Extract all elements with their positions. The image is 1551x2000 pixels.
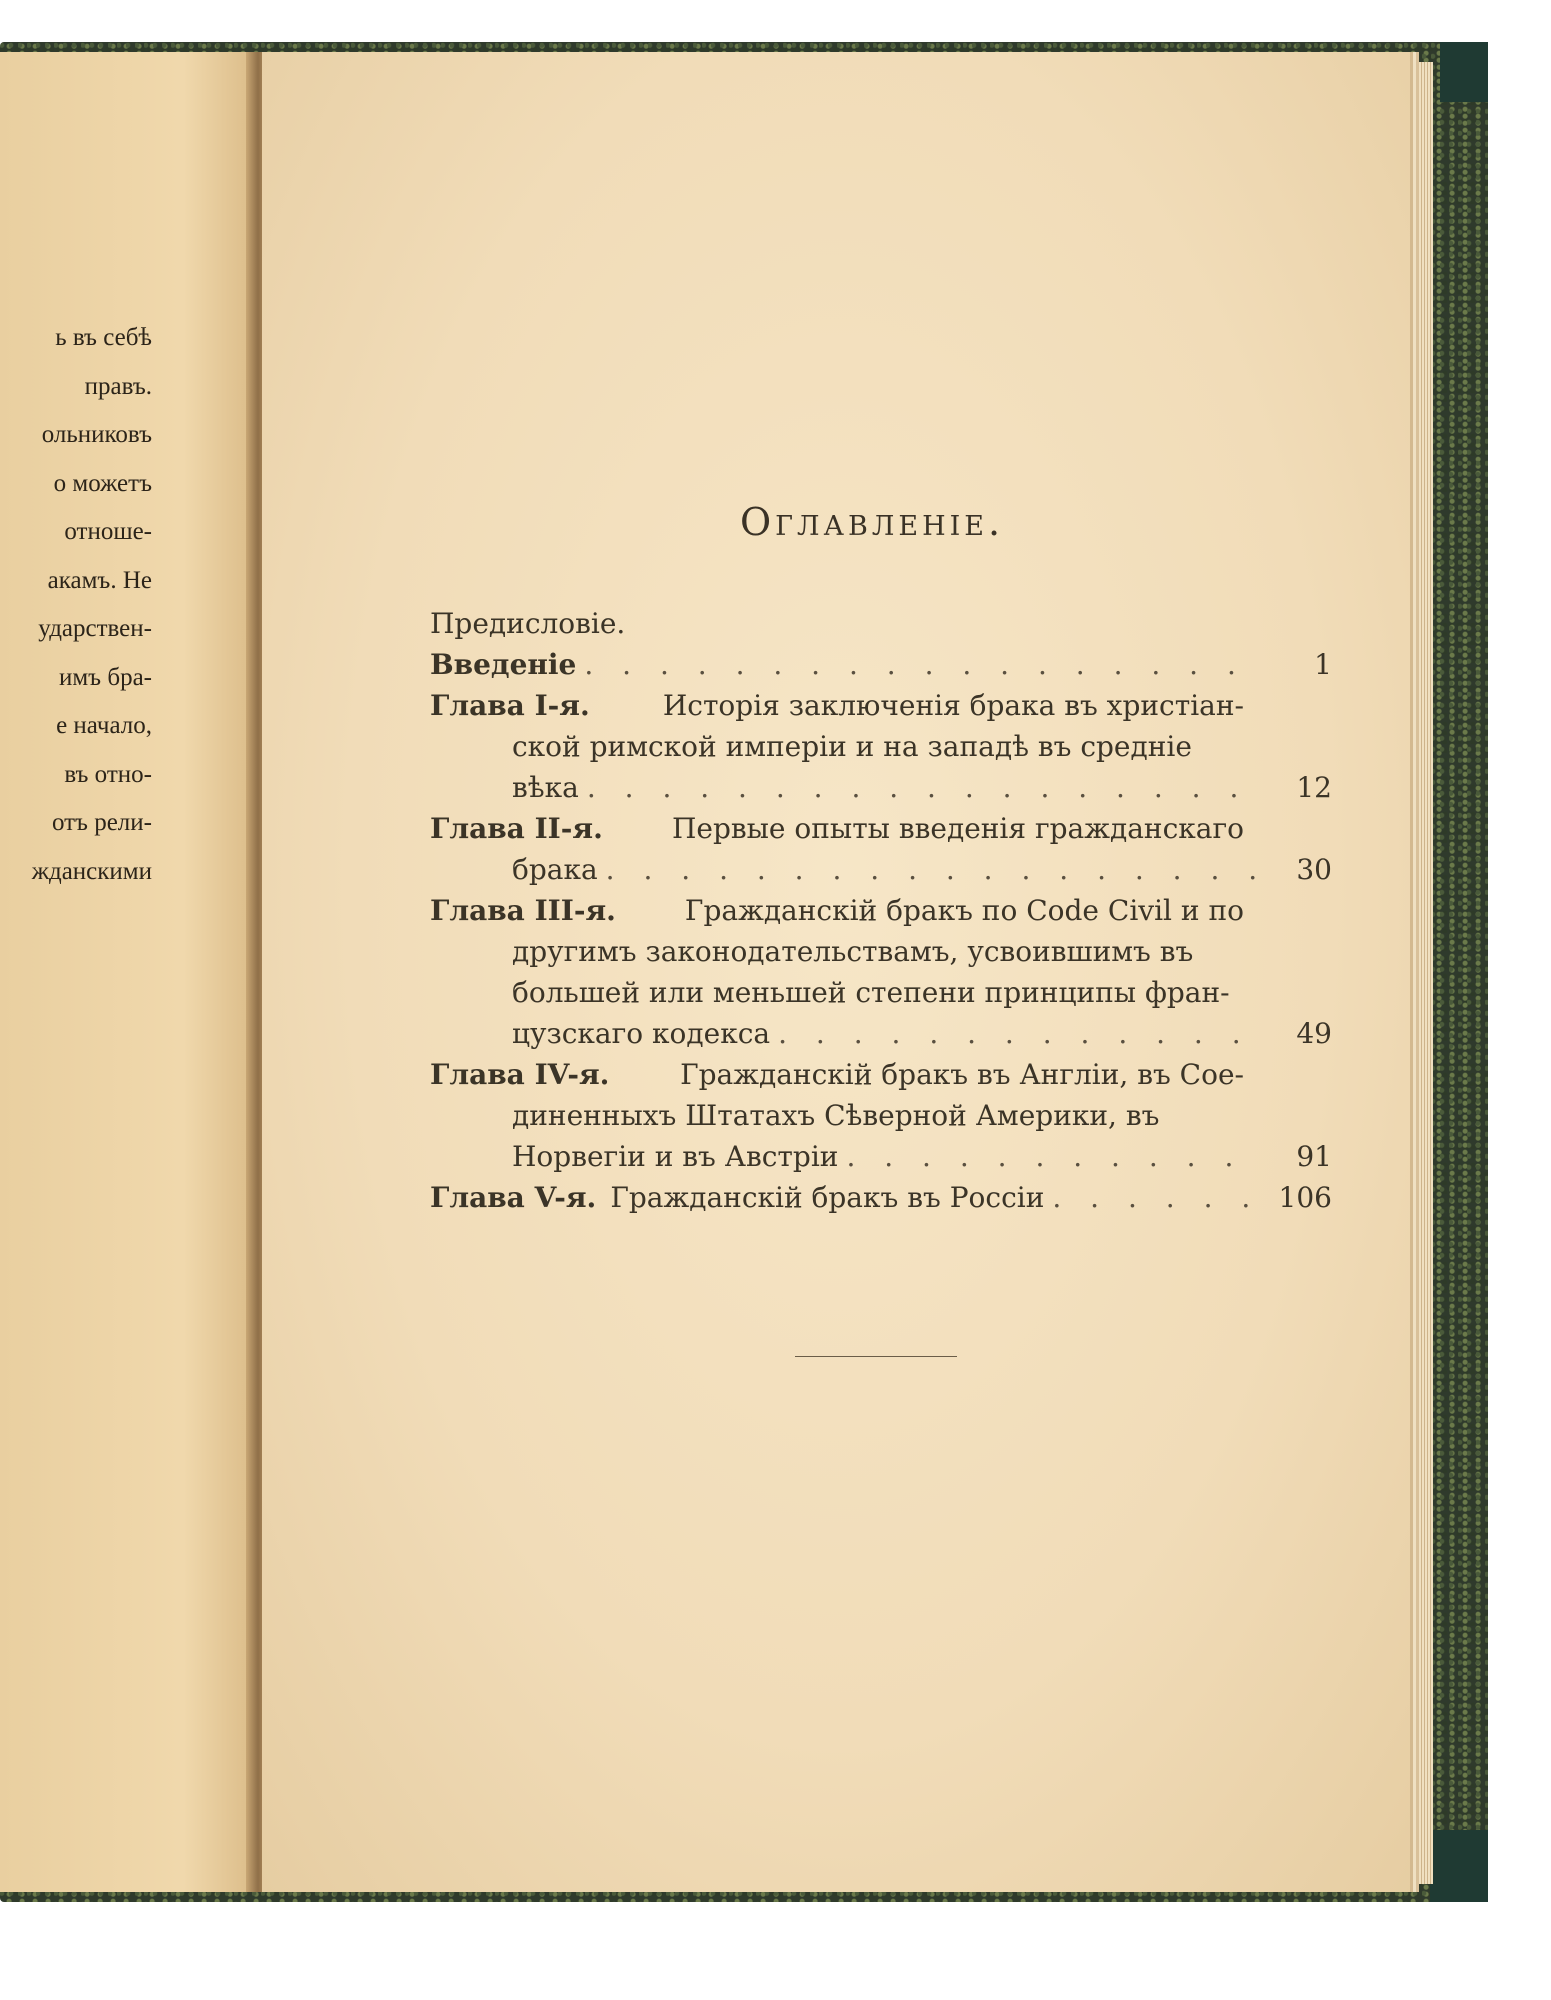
- toc-chapter-label: Глава I-я.: [430, 689, 590, 722]
- toc-chapter-label: Глава III-я.: [430, 894, 616, 927]
- left-line: отъ рели-: [51, 809, 152, 836]
- toc-chapter-text: Гражданскій бракъ въ Россіи: [610, 1181, 1045, 1214]
- toc-chapter-label: Глава II-я.: [430, 812, 603, 845]
- toc-chapter-text-line: большей или меньшей степени принципы фран-: [512, 976, 1230, 1009]
- toc-page-number: 106: [1278, 1181, 1332, 1214]
- toc-page-number: 91: [1296, 1140, 1332, 1173]
- toc-chapter-1: [430, 685, 1332, 726]
- toc-chapter-last-line: [430, 1136, 1332, 1177]
- left-page: [0, 52, 262, 1892]
- toc-chapter-text: Гражданскій бракъ по Code Civil и по: [684, 894, 1244, 927]
- toc-page-number: 1: [1314, 648, 1332, 681]
- toc-page-number: 30: [1296, 853, 1332, 886]
- toc-chapter-text-line: ской римской имперіи и на западѣ въ средніе: [512, 730, 1192, 763]
- toc-chapter-text: Гражданскій бракъ въ Англіи, въ Сое-: [680, 1058, 1244, 1091]
- dot-leader: [1052, 1177, 1264, 1218]
- left-page-text: [0, 314, 152, 896]
- left-line: о можетъ: [53, 469, 152, 497]
- toc-chapter-text: Первые опыты введенія гражданскаго: [671, 812, 1244, 845]
- cover-corner-top: [1440, 42, 1488, 102]
- toc-page-number: 49: [1296, 1017, 1332, 1050]
- toc-chapter-5: [430, 1177, 1332, 1218]
- toc-chapter-text: цузскаго кодекса: [512, 1017, 771, 1050]
- toc-chapter-label: Глава IV-я.: [430, 1058, 610, 1091]
- left-line: ольниковъ: [41, 421, 152, 448]
- left-line: имъ бра-: [58, 663, 152, 691]
- toc-preface: [430, 603, 1332, 644]
- cover-corner-bottom: [1430, 1830, 1488, 1902]
- decorative-rule: [795, 1356, 957, 1357]
- left-line: жданскими: [31, 857, 152, 885]
- left-line: ударствен-: [38, 615, 152, 642]
- left-line: ь въ себѣ: [55, 324, 152, 351]
- dot-leader: [606, 849, 1264, 890]
- toc-intro: [430, 644, 1332, 685]
- dot-leader: [778, 1013, 1264, 1054]
- toc-chapter-last-line: [430, 849, 1332, 890]
- left-line: отноше-: [64, 518, 152, 545]
- toc-chapter-last-line: [430, 767, 1332, 808]
- table-of-contents: [430, 603, 1332, 1218]
- toc-chapter-2: [430, 808, 1332, 849]
- toc-preface-label: Предисловіе.: [430, 607, 626, 640]
- left-line: акамъ. Не: [47, 566, 152, 594]
- left-line: правъ.: [84, 372, 152, 400]
- toc-intro-label: Введеніе: [430, 648, 577, 681]
- toc-chapter-4: [430, 1054, 1332, 1095]
- page-edges: [1419, 62, 1433, 1884]
- toc-chapter-text-line: диненныхъ Штатахъ Сѣверной Америки, въ: [512, 1099, 1160, 1132]
- toc-chapter-label: Глава V-я.: [430, 1181, 597, 1214]
- toc-chapter-text: вѣка: [512, 771, 579, 804]
- toc-title: Оглавленіе.: [740, 500, 1005, 544]
- dot-leader: [846, 1136, 1264, 1177]
- dot-leader: [584, 644, 1264, 685]
- toc-chapter-3: [430, 890, 1332, 931]
- left-line: въ отно-: [64, 760, 152, 788]
- toc-page-number: 12: [1296, 771, 1332, 804]
- left-line: е начало,: [56, 712, 152, 739]
- toc-chapter-last-line: [430, 1013, 1332, 1054]
- toc-chapter-text: Исторія заключенія брака въ христіан-: [662, 689, 1244, 722]
- toc-chapter-text: Норвегіи и въ Австріи: [512, 1140, 839, 1173]
- dot-leader: [587, 767, 1264, 808]
- toc-chapter-text-line: другимъ законодательствамъ, усвоившимъ въ: [512, 935, 1194, 968]
- toc-chapter-text: брака: [512, 853, 598, 886]
